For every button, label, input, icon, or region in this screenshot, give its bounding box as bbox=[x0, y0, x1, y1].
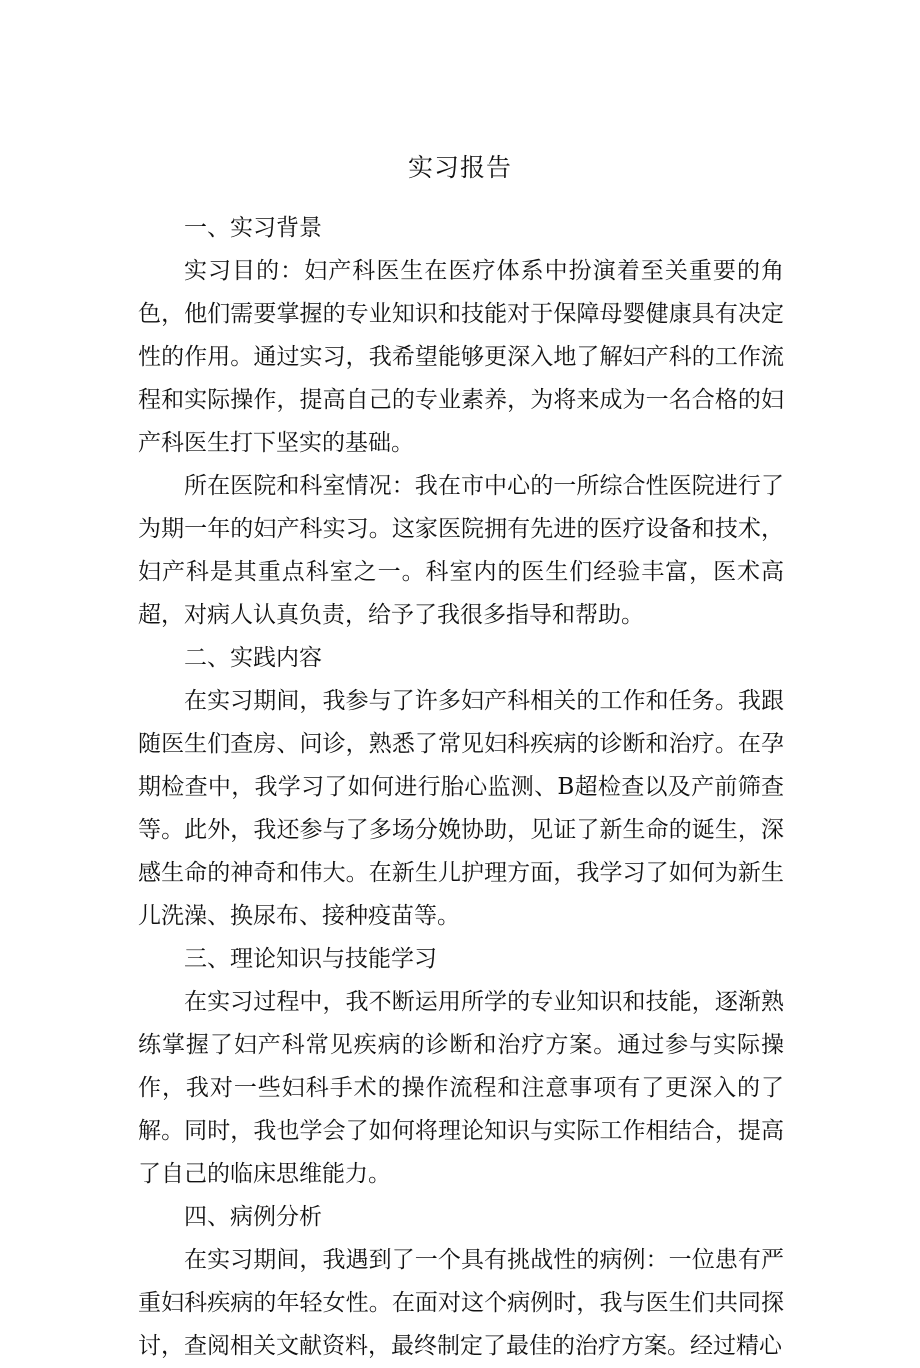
section-heading: 二、实践内容 bbox=[184, 645, 322, 671]
section-heading: 四、病例分析 bbox=[184, 1204, 322, 1230]
document-body bbox=[138, 207, 784, 1368]
paragraph-theory-skills: 在实习过程中，我不断运用所学的专业知识和技能，逐渐熟练掌握了妇产科常见疾病的诊断和治疗方案。通过参与实际操作，我对一些妇科手术的操作流程和注意事项有了更深入的了解。同时，我也学会了如何将理论知识与实际工作相结合，提高了自己的临床思维能力。 bbox=[138, 989, 784, 1187]
section-practice-content bbox=[138, 637, 784, 938]
paragraph-case-analysis: 在实习期间，我遇到了一个具有挑战性的病例：一位患有严重妇科疾病的年轻女性。在面对这个病例时，我与医生们共同探讨，查阅相关文献资料，最终制定了最佳的治疗方案。经过精心 bbox=[138, 1247, 784, 1359]
document-title: 实习报告 bbox=[407, 153, 512, 182]
section-heading: 一、实习背景 bbox=[184, 215, 322, 241]
section-case-analysis bbox=[138, 1196, 784, 1368]
section-heading: 三、理论知识与技能学习 bbox=[184, 946, 437, 972]
paragraph-practice-content: 在实习期间，我参与了许多妇产科相关的工作和任务。我跟随医生们查房、问诊，熟悉了常见妇科疾病的诊断和治疗。在孕期检查中，我学习了如何进行胎心监测、B超检查以及产前筛查等。此外，我还参与了多场分娩协助，见证了新生命的诞生，深感生命的神奇和伟大。在新生儿护理方面，我学习了如何为新生儿洗澡、换尿布、接种疫苗等。 bbox=[138, 688, 784, 929]
paragraph-internship-purpose: 实习目的：妇产科医生在医疗体系中扮演着至关重要的角色，他们需要掌握的专业知识和技能对于保障母婴健康具有决定性的作用。通过实习，我希望能够更深入地了解妇产科的工作流程和实际操作，提高自己的专业素养，为将来成为一名合格的妇产科医生打下坚实的基础。 bbox=[138, 258, 784, 456]
paragraph-hospital-department: 所在医院和科室情况：我在市中心的一所综合性医院进行了为期一年的妇产科实习。这家医院拥有先进的医疗设备和技术，妇产科是其重点科室之一。科室内的医生们经验丰富，医术高超，对病人认真负责，给予了我很多指导和帮助。 bbox=[138, 473, 784, 628]
section-theory-skills bbox=[138, 938, 784, 1196]
section-internship-background bbox=[138, 207, 784, 637]
